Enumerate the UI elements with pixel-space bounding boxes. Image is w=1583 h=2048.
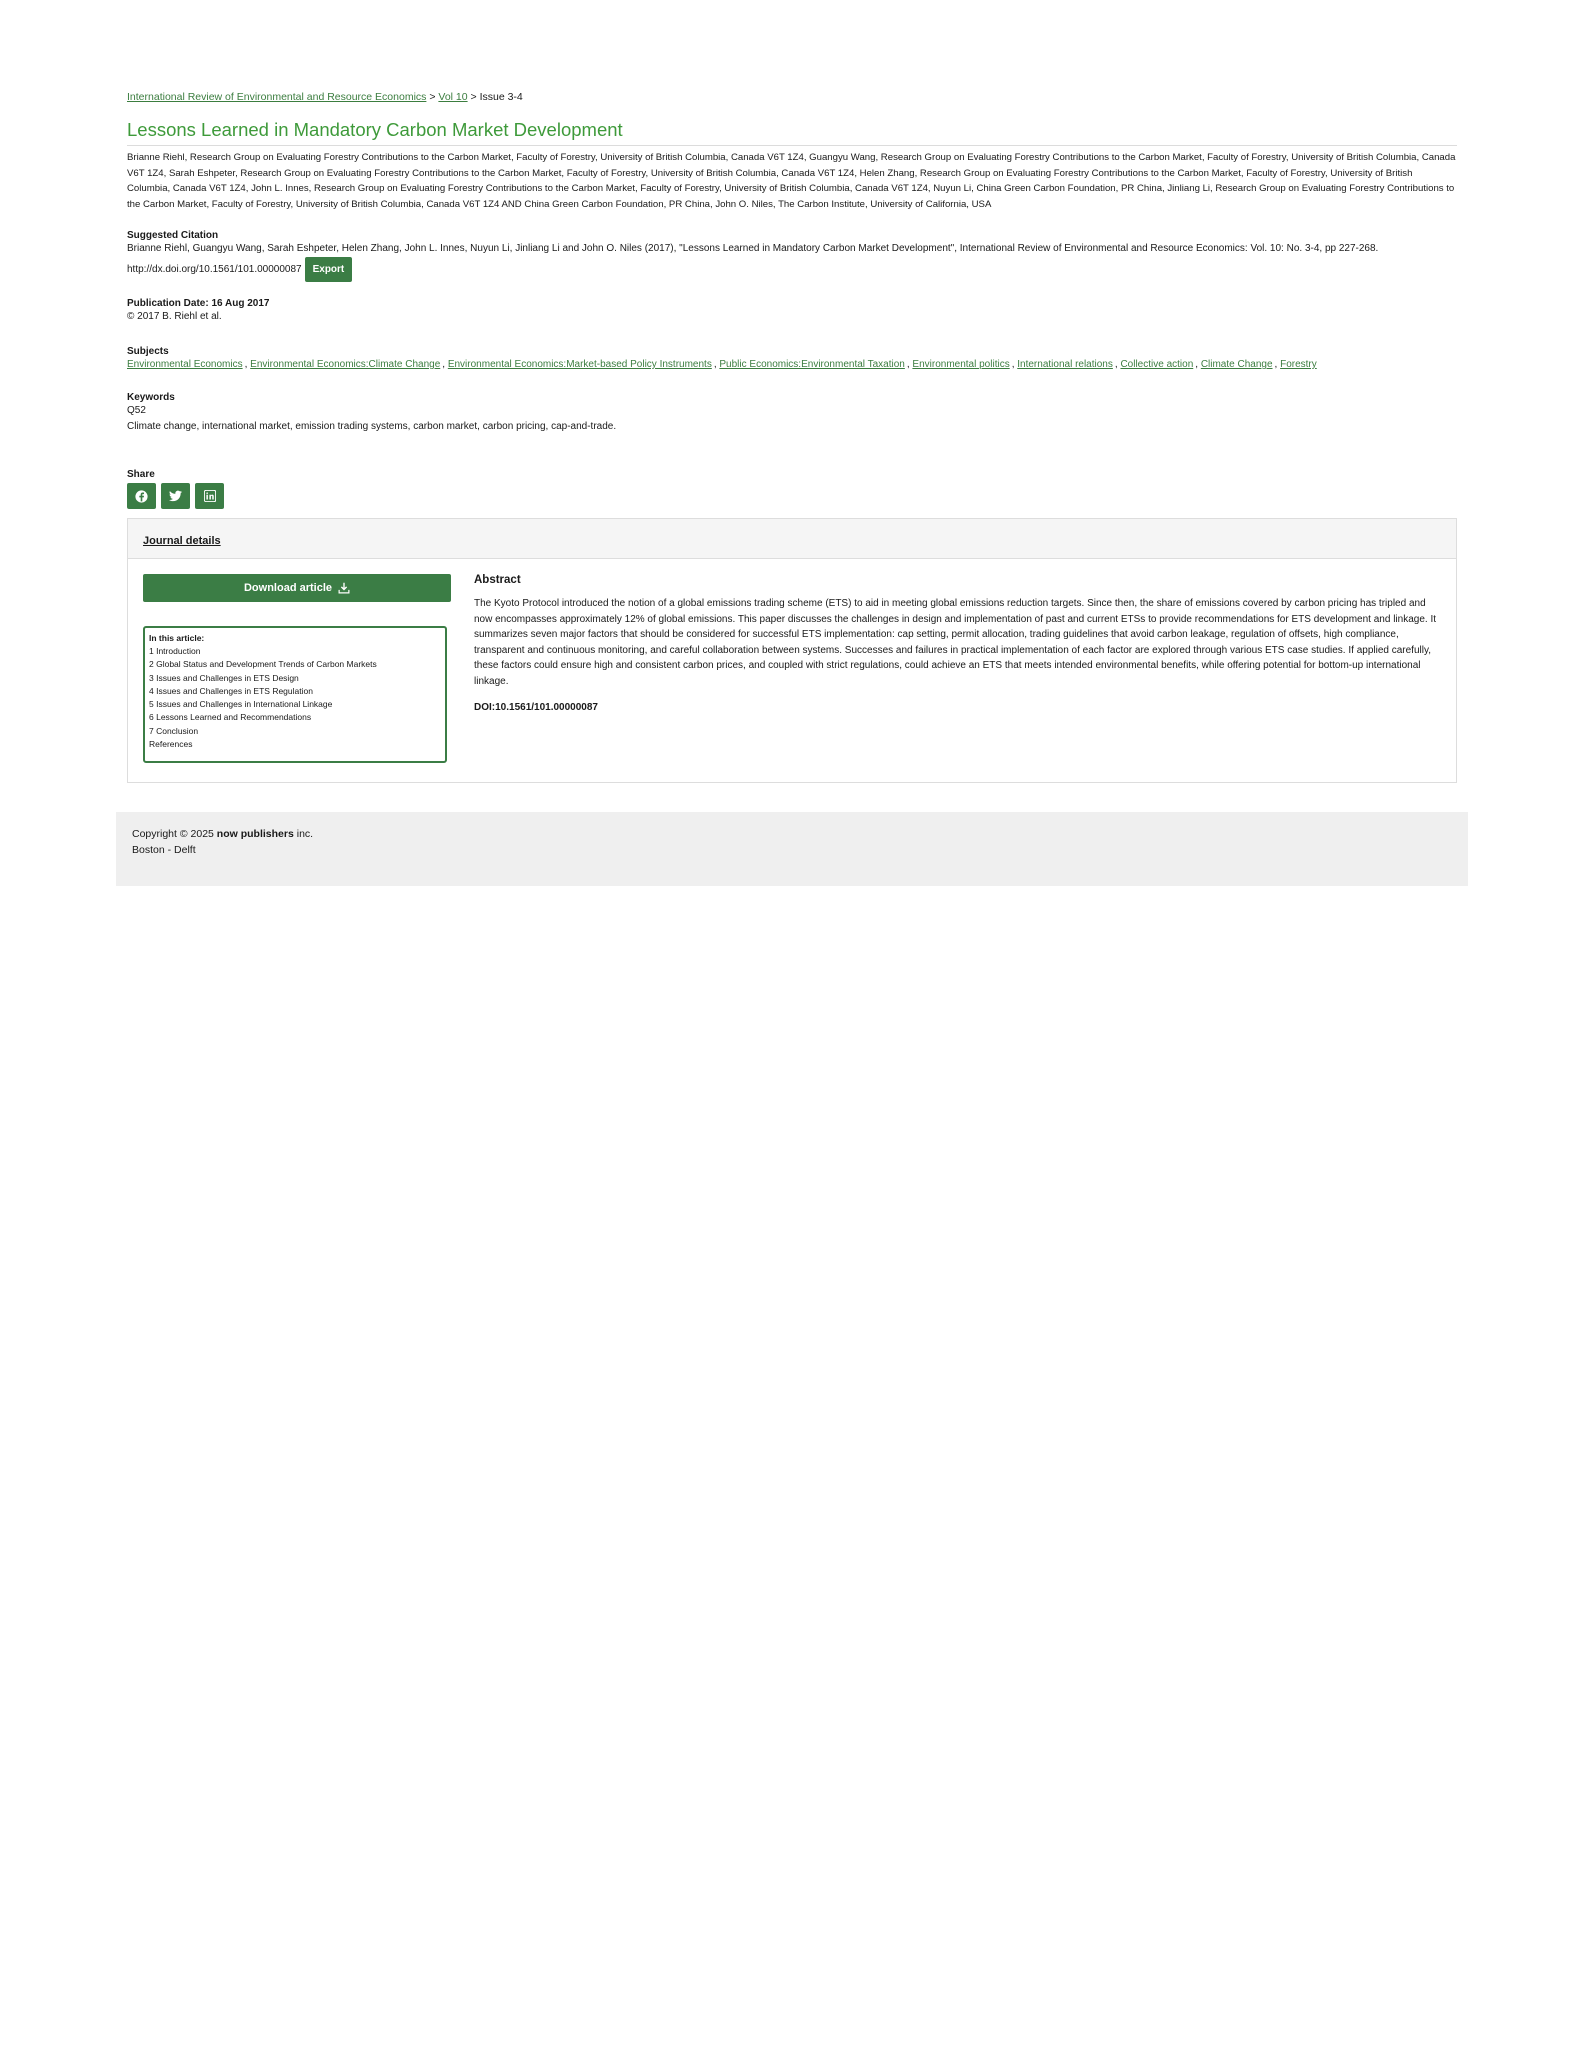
toc-item[interactable]: 7 Conclusion <box>149 725 199 736</box>
citation-label: Suggested Citation <box>127 230 219 241</box>
journal-details-header <box>128 519 1456 559</box>
abstract-text: The Kyoto Protocol introduced the notion of a global emissions trading scheme (ETS) to aid in meeting global emissions reduction targets. Since then, the share of emissions covered by carbon pricing has tripled and now encompasses approximately 12% of global emissions. This paper discusses the challenges in design and implementation of past and current ETSs to provide recommendations for ETS development and linkage. It summarizes seven major factors that should be considered for successful ETS implementation: cap setting, permit allocation, trading guidelines that avoid carbon leakage, regulation of offsets, high compliance, transparent and continuous monitoring, and careful collaboration between systems. Successes and failures in practical implementation of each factor are explored through various ETS case studies. If applied carefully, these factors could ensure high and consistent carbon prices, and coupled with strict regulations, could achieve an ETS that meets intended environmental benefits, while offering potential for bottom-up international linkage. <box>474 598 1437 687</box>
breadcrumb-volume-link[interactable]: Vol 10 <box>438 91 468 103</box>
keywords-section <box>127 392 616 434</box>
share-facebook-button[interactable] <box>127 483 156 509</box>
abstract-section <box>474 574 1439 713</box>
subject-link[interactable]: Environmental politics <box>912 359 1010 370</box>
toc-title: In this article: <box>149 633 205 643</box>
share-linkedin-button[interactable] <box>195 483 224 509</box>
citation-doi-url: http://dx.doi.org/10.1561/101.00000087 <box>127 263 302 275</box>
footer <box>116 812 1468 886</box>
download-icon <box>338 582 350 594</box>
toc-item[interactable]: 6 Lessons Learned and Recommendations <box>149 712 312 723</box>
subjects-list: Environmental Economics , Environmental Economics:Climate Change , Environmental Economics:Market-based Policy Instruments , Public Economics:Environmental Taxation , Environmental politics , International relations , Collective action , Climate Change , Forestry <box>127 359 1317 370</box>
subject-link[interactable]: International relations <box>1017 359 1113 370</box>
breadcrumb-separator: > <box>470 91 477 103</box>
author-affiliations: Brianne Riehl, Research Group on Evaluating Forestry Contributions to the Carbon Market, Faculty of Forestry, University of British Columbia, Canada V6T 1Z4, Guangyu Wang, Research Group on Evaluating Forestry Contributions to the Carbon Market, Faculty of Forestry, University of British Columbia, Canada V6T 1Z4, Sarah Eshpeter, Research Group on Evaluating Forestry Contributions to the Carbon Market, Faculty of Forestry, University of British Columbia, Canada V6T 1Z4, Helen Zhang, Research Group on Evaluating Forestry Contributions to the Carbon Market, Faculty of Forestry, University of British Columbia, Canada V6T 1Z4, John L. Innes, Research Group on Evaluating Forestry Contributions to the Carbon Market, Faculty of Forestry, University of British Columbia, Canada V6T 1Z4, Nuyun Li, China Green Carbon Foundation, PR China, Jinliang Li, Research Group on Evaluating Forestry Contributions to the Carbon Market, Faculty of Forestry, University of British Columbia, Canada V6T 1Z4 AND China Green Carbon Foundation, PR China, John O. Niles, The Carbon Institute, University of California, USA <box>127 152 1456 210</box>
toc-item[interactable]: 1 Introduction <box>149 646 201 656</box>
subject-link[interactable]: Environmental Economics:Climate Change <box>250 359 441 370</box>
export-citation-button[interactable]: Export <box>305 257 353 283</box>
facebook-icon <box>135 490 148 503</box>
share-twitter-button[interactable] <box>161 483 190 509</box>
table-of-contents <box>143 626 447 763</box>
journal-details-toggle[interactable]: Journal details <box>143 535 221 547</box>
keywords-label: Keywords <box>127 392 175 403</box>
subject-link[interactable]: Collective action <box>1120 359 1194 370</box>
footer-copyright-suffix: inc. <box>293 828 314 840</box>
footer-location: Boston - Delft <box>132 844 196 856</box>
suggested-citation <box>127 230 1457 282</box>
subjects-label: Subjects <box>127 346 169 357</box>
download-article-label: Download article <box>243 582 333 594</box>
toc-item[interactable]: 5 Issues and Challenges in International Linkage <box>149 699 333 710</box>
abstract-heading: Abstract <box>474 574 521 586</box>
breadcrumb <box>127 91 523 103</box>
download-article-button[interactable] <box>143 574 451 602</box>
publication-info <box>127 298 269 325</box>
share-section <box>127 469 224 509</box>
toc-item[interactable]: 2 Global Status and Development Trends of Carbon Markets <box>149 659 377 670</box>
journal-details-panel <box>127 518 1457 783</box>
page-title: Lessons Learned in Mandatory Carbon Market Development <box>127 119 1457 146</box>
subject-link[interactable]: Environmental Economics <box>127 359 243 370</box>
subjects-section <box>127 346 1457 373</box>
citation-text: Brianne Riehl, Guangyu Wang, Sarah Eshpeter, Helen Zhang, John L. Innes, Nuyun Li, Jinliang Li and John O. Niles (2017), "Lessons Learned in Mandatory Carbon Market Development", International Review of Environmental and Resource Economics: Vol. 10: No. 3-4, pp 227-268. <box>127 243 1379 254</box>
toc-item[interactable]: 4 Issues and Challenges in ETS Regulation <box>149 685 313 696</box>
share-label: Share <box>127 469 155 480</box>
twitter-icon <box>169 490 182 502</box>
footer-copyright-prefix: Copyright © 2025 <box>132 828 217 840</box>
subject-link[interactable]: Forestry <box>1280 359 1317 370</box>
toc-item[interactable]: 3 Issues and Challenges in ETS Design <box>149 672 299 683</box>
doi-label: DOI:10.1561/101.00000087 <box>474 701 598 713</box>
subject-link[interactable]: Climate Change <box>1200 359 1273 370</box>
footer-copyright <box>132 828 313 840</box>
subject-link[interactable]: Public Economics:Environmental Taxation <box>719 359 905 370</box>
linkedin-icon <box>204 490 216 502</box>
keywords-text: Climate change, international market, emission trading systems, carbon market, carbon pricing, cap-and-trade. <box>127 420 617 432</box>
breadcrumb-separator: > <box>429 91 436 103</box>
toc-item[interactable]: References <box>149 739 193 750</box>
footer-publisher: now publishers <box>216 828 294 840</box>
breadcrumb-issue: Issue 3-4 <box>479 91 523 103</box>
keywords-code: Q52 <box>127 405 146 416</box>
publication-date: Publication Date: 16 Aug 2017 <box>127 298 270 309</box>
subject-link[interactable]: Environmental Economics:Market-based Policy Instruments <box>447 359 712 370</box>
breadcrumb-journal-link[interactable]: International Review of Environmental and Resource Economics <box>127 91 427 103</box>
copyright-notice: © 2017 B. Riehl et al. <box>127 311 222 322</box>
